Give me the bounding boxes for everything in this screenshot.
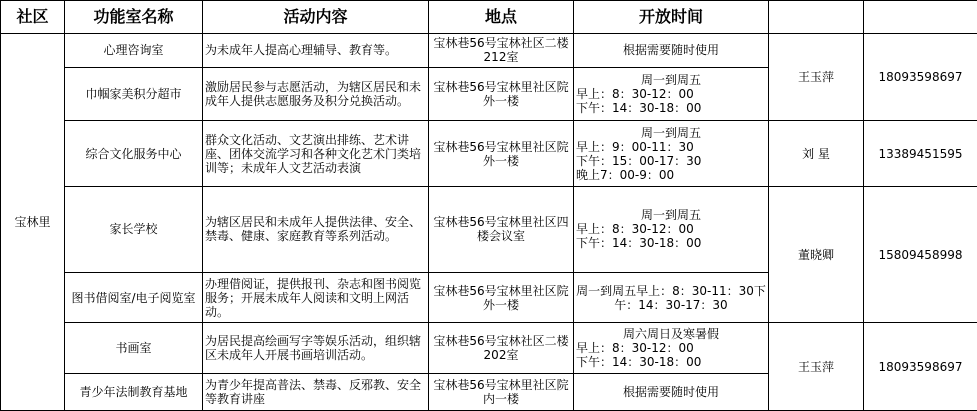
room-name: 巾帼家美积分超市 [65, 68, 203, 121]
header-phone [864, 1, 977, 34]
room-location-text: 宝林巷56号宝林里社区四楼会议室 [433, 215, 569, 244]
room-name-text: 图书借阅室/电子阅览室 [71, 290, 196, 305]
contact-phone: 13389451595 [864, 121, 977, 187]
hours-line: 周一到周五 [640, 125, 701, 140]
contact-name: 王玉萍 [769, 33, 864, 120]
room-hours [574, 323, 769, 374]
room-name: 书画室 [65, 323, 203, 374]
hours-line: 下午：14：30-18：00 [576, 236, 702, 251]
room-location [429, 33, 574, 68]
hours-line: 根据需要随时使用 [622, 43, 719, 58]
hours-line: 周一到周五 [640, 208, 701, 223]
room-location-text: 宝林巷56号宝林里社区院外一楼 [433, 80, 569, 109]
hours-line: 根据需要随时使用 [622, 385, 719, 400]
room-hours [574, 272, 769, 323]
header-row [1, 1, 977, 34]
room-content [203, 187, 429, 272]
room-location [429, 68, 574, 121]
header-hours: 开放时间 [574, 1, 769, 34]
header-activity: 活动内容 [203, 1, 429, 34]
header-community: 社区 [1, 1, 65, 34]
hours-line: 晚上7：00-9：00 [576, 167, 675, 182]
room-content [203, 272, 429, 323]
room-hours [574, 33, 769, 68]
room-content-text: 为未成年人提高心理辅导、教育等。 [205, 43, 398, 58]
room-name: 家长学校 [65, 187, 203, 272]
room-hours [574, 374, 769, 411]
room-hours [574, 187, 769, 272]
contact-name: 董晓卿 [769, 187, 864, 323]
contact-phone: 18093598697 [864, 33, 977, 120]
table-row [1, 187, 977, 272]
hours-line: 周一到周五早上：8：30-11：30下午：14：30-17：30 [576, 283, 766, 312]
room-content [203, 68, 429, 121]
contact-phone: 15809458998 [864, 187, 977, 323]
room-content [203, 374, 429, 411]
table-row [1, 323, 977, 374]
header-location: 地点 [429, 1, 574, 34]
contact-name: 王玉萍 [769, 323, 864, 411]
room-content [203, 33, 429, 68]
room-content-text: 为辖区居民和未成年人提供法律、安全、禁毒、健康、家庭教育等系列活动。 [205, 215, 422, 244]
hours-line: 下午：14：30-18：00 [576, 101, 702, 116]
hours-line: 下午：15：00-17：30 [576, 153, 702, 168]
contact-name: 刘 星 [769, 121, 864, 187]
header-contact [769, 1, 864, 34]
room-content-text: 为青少年提高普法、禁毒、反邪教、安全等教育讲座 [205, 378, 422, 407]
table-row [1, 121, 977, 187]
room-content-text: 群众文化活动、文艺演出排练、艺术讲座、团体交流学习和各种文化艺术门类培训等；未成年人文艺活动表演 [205, 132, 422, 175]
room-content-text: 激励居民参与志愿活动，为辖区居民和未成年人提供志愿服务及积分兑换活动。 [205, 80, 422, 109]
hours-line: 下午：14：30-18：00 [576, 355, 702, 370]
room-location [429, 187, 574, 272]
room-location-text: 宝林巷56号宝林社区二楼202室 [433, 334, 569, 363]
room-location [429, 121, 574, 187]
header-room-name: 功能室名称 [65, 1, 203, 34]
hours-line: 早上：8：30-12：00 [576, 341, 694, 356]
room-location-text: 宝林巷56号宝林里社区院外一楼 [433, 139, 569, 168]
hours-line: 周一到周五 [640, 73, 701, 88]
room-name: 心理咨询室 [65, 33, 203, 68]
hours-line: 早上：8：30-12：00 [576, 87, 694, 102]
hours-line: 早上：8：30-12：00 [576, 222, 694, 237]
contact-phone: 18093598697 [864, 323, 977, 411]
room-name: 综合文化服务中心 [65, 121, 203, 187]
room-content [203, 323, 429, 374]
room-location [429, 374, 574, 411]
room-location-text: 宝林巷56号宝林里社区院外一楼 [433, 283, 569, 312]
room-location-text: 宝林巷56号宝林社区二楼212室 [433, 36, 569, 65]
hours-line: 早上：9：00-11：30 [576, 139, 694, 154]
hours-line: 周六周日及寒暑假 [622, 327, 719, 342]
room-location [429, 272, 574, 323]
room-location-text: 宝林巷56号宝林里社区院内一楼 [433, 378, 569, 407]
community-cell: 宝林里 [1, 33, 65, 410]
room-name [65, 272, 203, 323]
room-hours [574, 68, 769, 121]
room-content-text: 为居民提高绘画写字等娱乐活动，组织辖区未成年人开展书画培训活动。 [205, 334, 422, 363]
room-name: 青少年法制教育基地 [65, 374, 203, 411]
room-content-text: 办理借阅证，提供报刊、杂志和图书阅览服务；开展未成年人阅读和文明上网活动。 [205, 276, 422, 319]
room-hours [574, 121, 769, 187]
room-location [429, 323, 574, 374]
table-row [1, 33, 977, 68]
room-content [203, 121, 429, 187]
